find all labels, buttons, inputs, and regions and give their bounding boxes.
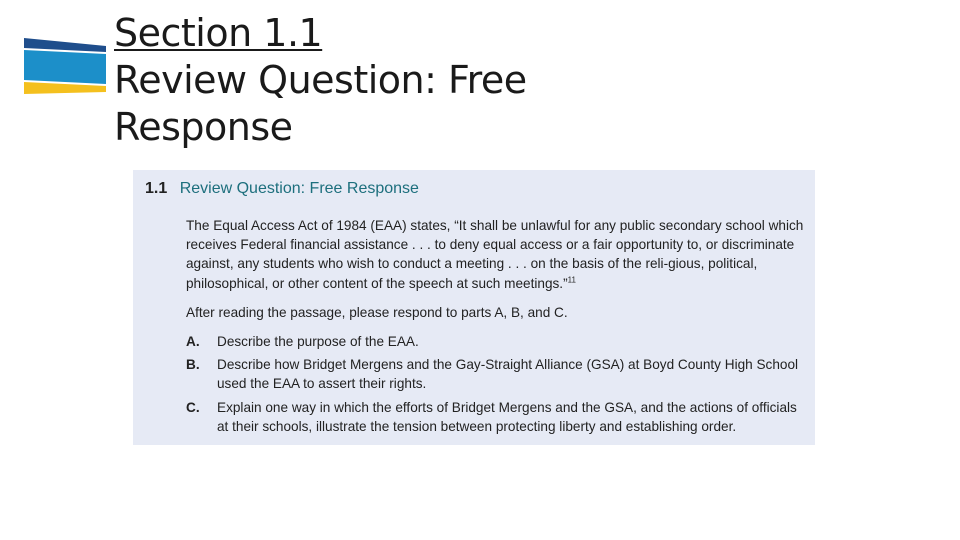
- instruction-paragraph: After reading the passage, please respond to parts A, B, and C.: [186, 304, 568, 320]
- list-item: [186, 355, 806, 393]
- item-text: Explain one way in which the efforts of Bridget Mergens and the GSA, and the actions of officials at their schools, illustrate the tension between protecting liberty and establishing order.: [217, 399, 797, 434]
- panel-heading: Review Question: Free Response: [179, 180, 419, 197]
- panel-body: [186, 216, 806, 440]
- slide-title-line-3: Response: [114, 105, 293, 149]
- intro-text: The Equal Access Act of 1984 (EAA) states, “It shall be unlawful for any public secondary school which receives Federal financial assistance . . . to deny equal access or a fair opportunity to, or discriminate against, any students who wish to conduct a meeting . . . on the basis of the reli-gious, political, philosophical, or other content of the speech at such meetings.”: [186, 218, 804, 291]
- item-letter: A.: [186, 334, 200, 350]
- item-letter: C.: [186, 399, 200, 415]
- publisher-logo-icon: [24, 36, 106, 94]
- slide-title-line-1: Section 1.1: [114, 11, 323, 55]
- review-question-panel: [133, 170, 815, 445]
- item-text: Describe the purpose of the EAA.: [217, 334, 419, 350]
- footnote-marker: 11: [567, 275, 576, 285]
- list-item: [186, 398, 806, 436]
- slide-title-line-2: Review Question: Free: [114, 58, 527, 102]
- item-text: Describe how Bridget Mergens and the Gay-Straight Alliance (GSA) at Boyd County High School used the EAA to assert their rights.: [217, 357, 799, 392]
- intro-paragraph: [186, 216, 806, 293]
- panel-header: [145, 180, 419, 198]
- list-item: [186, 332, 806, 351]
- item-letter: B.: [186, 357, 200, 373]
- panel-number: 1.1: [145, 180, 168, 197]
- slide-title: [114, 10, 527, 151]
